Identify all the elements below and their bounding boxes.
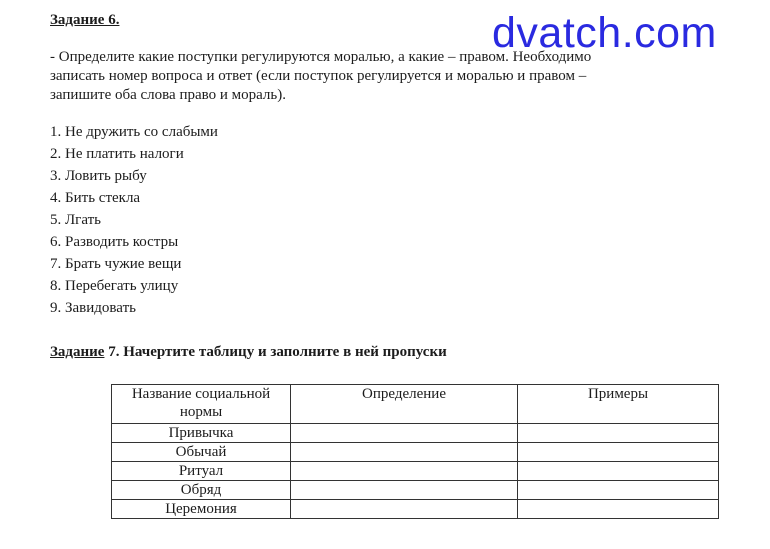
header-definition: Определение	[291, 385, 518, 424]
definition-cell	[291, 481, 518, 500]
list-item: 7. Брать чужие вещи	[50, 256, 182, 272]
list-item: 9. Завидовать	[50, 300, 136, 316]
table-row	[112, 481, 719, 500]
examples-cell	[518, 443, 719, 462]
list-item: 6. Разводить костры	[50, 234, 179, 250]
definition-cell	[291, 500, 518, 519]
task6-instruction-line-2: записать номер вопроса и ответ (если поступок регулируется и моралью и правом –	[50, 68, 587, 84]
table-row	[112, 500, 719, 519]
social-norms-table	[111, 384, 719, 519]
examples-cell	[518, 481, 719, 500]
header-examples: Примеры	[518, 385, 719, 424]
norm-name-cell: Ритуал	[112, 462, 291, 481]
task7-heading-word: Задание	[50, 344, 105, 360]
list-item: 1. Не дружить со слабыми	[50, 124, 218, 140]
table-header-row	[112, 385, 719, 424]
list-item: 3. Ловить рыбу	[50, 168, 147, 184]
actions-list	[50, 121, 218, 319]
list-item: 4. Бить стекла	[50, 190, 141, 206]
list-item: 2. Не платить налоги	[50, 146, 184, 162]
task7-heading	[50, 343, 447, 361]
norm-name-cell: Церемония	[112, 500, 291, 519]
examples-cell	[518, 462, 719, 481]
examples-cell	[518, 424, 719, 443]
table-row	[112, 462, 719, 481]
table-row	[112, 424, 719, 443]
task6-instruction-line-1: - Определите какие поступки регулируются моралью, а какие – правом. Необходимо	[50, 49, 592, 65]
examples-cell	[518, 500, 719, 519]
task6-instruction-line-3: запишите оба слова право и мораль).	[50, 87, 287, 103]
norm-name-cell: Обычай	[112, 443, 291, 462]
definition-cell	[291, 443, 518, 462]
task7-heading-rest: 7. Начертите таблицу и заполните в ней пропуски	[104, 344, 447, 360]
list-item: 5. Лгать	[50, 212, 101, 228]
task6-heading: Задание 6.	[50, 12, 120, 28]
norm-name-cell: Обряд	[112, 481, 291, 500]
header-norm-name: Название социальной нормы	[112, 385, 291, 424]
definition-cell	[291, 462, 518, 481]
definition-cell	[291, 424, 518, 443]
watermark: dvatch.com	[492, 9, 717, 57]
list-item: 8. Перебегать улицу	[50, 278, 179, 294]
table-row	[112, 443, 719, 462]
norm-name-cell: Привычка	[112, 424, 291, 443]
